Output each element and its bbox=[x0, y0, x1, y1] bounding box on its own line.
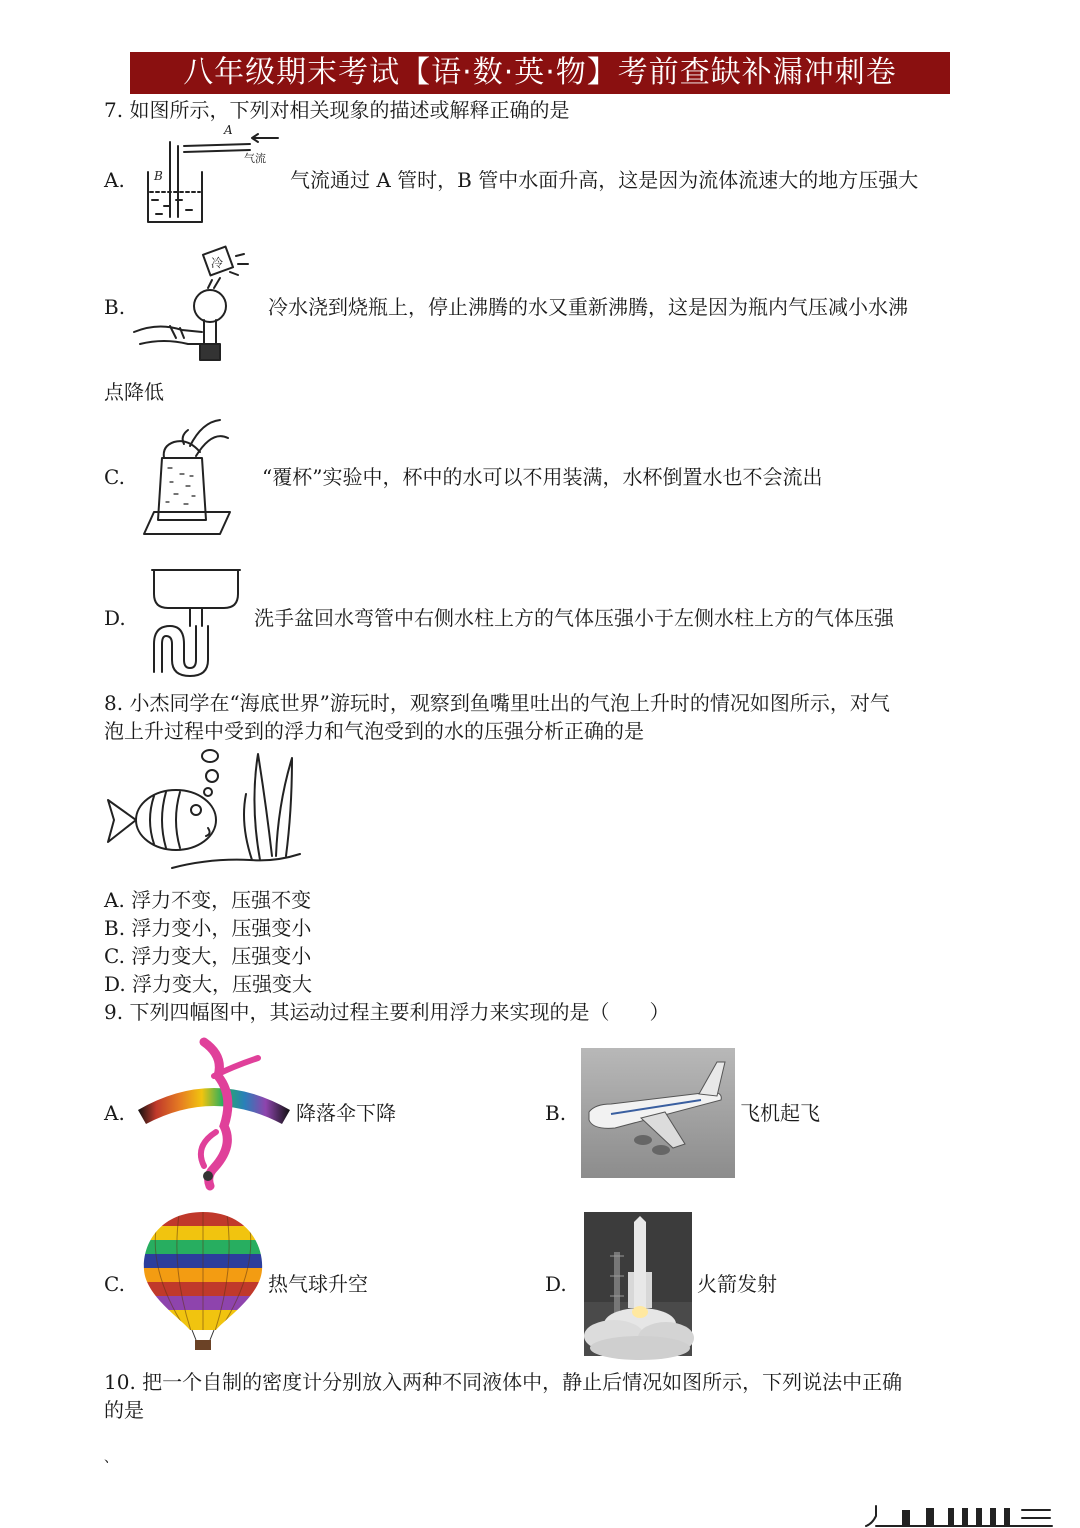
q10-stem-line1: 10. 把一个自制的密度计分别放入两种不同液体中，静止后情况如图所示，下列说法中正确 bbox=[104, 1370, 903, 1394]
q7-fig-label-a: A bbox=[224, 123, 233, 137]
q10-mark: 、 bbox=[104, 1450, 118, 1466]
q8-option-b-label: B. bbox=[104, 916, 126, 940]
q9-img-rocket-launch bbox=[584, 1212, 692, 1356]
q8-option-d-text: 浮力变大，压强变大 bbox=[132, 972, 313, 996]
q7-fig-label-airflow: 气流 bbox=[244, 152, 266, 165]
q9-option-a-text: 降落伞下降 bbox=[296, 1101, 396, 1125]
q8-option-c-text: 浮力变大，压强变小 bbox=[131, 944, 312, 968]
q7-fig-flask-cold-water bbox=[130, 240, 260, 366]
q7-option-d-text: 洗手盆回水弯管中右侧水柱上方的气体压强小于左侧水柱上方的气体压强 bbox=[254, 606, 894, 630]
q9-option-a-label: A. bbox=[104, 1101, 125, 1125]
q7-fig-label-b: B bbox=[154, 169, 163, 183]
q8-option-a-label: A. bbox=[104, 888, 125, 912]
q7-option-c-label: C. bbox=[104, 465, 125, 489]
q8-option-d-label: D. bbox=[104, 972, 126, 996]
q7-fig-basin-u-trap bbox=[146, 564, 246, 676]
q9-option-c-label: C. bbox=[104, 1272, 125, 1296]
q7-option-b-label: B. bbox=[104, 295, 126, 319]
q8-option-b bbox=[104, 914, 311, 942]
q7-option-c-text: “覆杯”实验中，杯中的水可以不用装满，水杯倒置水也不会流出 bbox=[262, 465, 823, 489]
q10-fig-partial-edge bbox=[862, 1502, 1062, 1528]
q7-option-a-label: A. bbox=[104, 168, 125, 192]
q8-fig-fish-bubbles bbox=[100, 744, 310, 880]
q10-stem-line2: 的是 bbox=[104, 1398, 144, 1422]
q7-fig-airflow-tube bbox=[140, 122, 290, 230]
q8-stem-line2: 泡上升过程中受到的浮力和气泡受到的水的压强分析正确的是 bbox=[104, 719, 644, 743]
q8-option-a bbox=[104, 886, 311, 914]
q7-option-b-text-cont: 点降低 bbox=[104, 380, 164, 404]
q7-option-b-text: 冷水浇到烧瓶上，停止沸腾的水又重新沸腾，这是因为瓶内气压减小水沸 bbox=[268, 295, 908, 319]
q7-fig-inverted-cup bbox=[140, 416, 240, 542]
q9-option-d-label: D. bbox=[545, 1272, 567, 1296]
q9-option-b-label: B. bbox=[545, 1101, 567, 1125]
q7-option-d-label: D. bbox=[104, 606, 126, 630]
q8-option-d bbox=[104, 970, 312, 998]
q9-option-b-text: 飞机起飞 bbox=[740, 1101, 820, 1125]
q8-stem-line1: 8. 小杰同学在“海底世界”游玩时，观察到鱼嘴里吐出的气泡上升时的情况如图所示，对气 bbox=[104, 691, 890, 715]
q8-option-c bbox=[104, 942, 311, 970]
q7-stem: 7. 如图所示，下列对相关现象的描述或解释正确的是 bbox=[104, 98, 570, 122]
q9-option-c-text: 热气球升空 bbox=[268, 1272, 368, 1296]
q9-img-airplane bbox=[581, 1048, 735, 1178]
q9-img-hot-air-balloon bbox=[140, 1208, 266, 1354]
q9-option-d-text: 火箭发射 bbox=[697, 1272, 777, 1296]
q8-option-b-text: 浮力变小，压强变小 bbox=[131, 916, 312, 940]
q9-stem: 9. 下列四幅图中，其运动过程主要利用浮力来实现的是（ ） bbox=[104, 1000, 670, 1024]
q7-fig-cold-label: 冷 bbox=[211, 256, 224, 270]
q9-img-parachute bbox=[134, 1036, 294, 1188]
exam-title-banner: 八年级期末考试【语·数·英·物】考前查缺补漏冲刺卷 bbox=[130, 52, 950, 94]
q7-option-a-text: 气流通过 A 管时，B 管中水面升高，这是因为流体流速大的地方压强大 bbox=[290, 168, 919, 192]
q8-option-a-text: 浮力不变，压强不变 bbox=[131, 888, 312, 912]
q8-option-c-label: C. bbox=[104, 944, 125, 968]
